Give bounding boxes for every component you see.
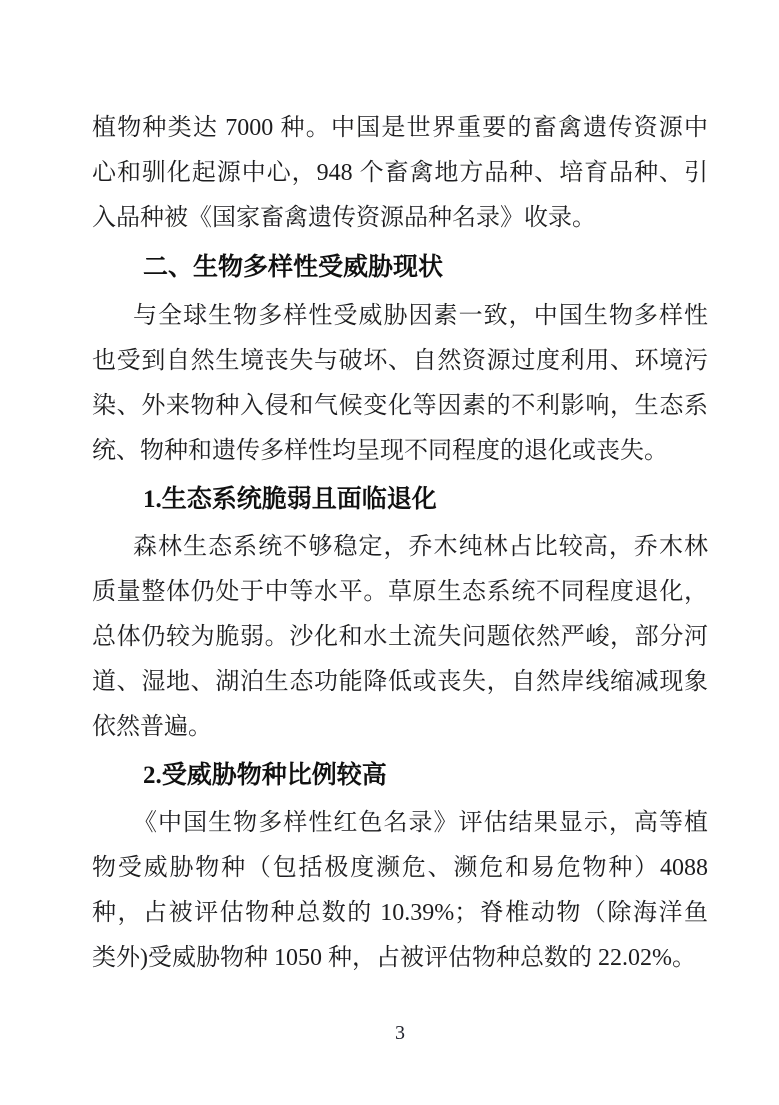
text-line: 依然普遍。 [92,714,212,740]
text-line: 统、物种和遗传多样性均呈现不同程度的退化或丧失。 [92,438,668,464]
text-line: 入品种被《国家畜禽遗传资源品种名录》收录。 [92,205,596,231]
section-heading-threat-status: 二、生物多样性受威胁现状 [143,253,444,281]
text-line: 类外)受威胁物种 1050 种，占被评估物种总数的 22.02%。 [92,945,696,971]
subsection-heading-ecosystem-fragile: 1.生态系统脆弱且面临退化 [143,486,437,513]
subsection-heading-threatened-species: 2.受威胁物种比例较高 [143,762,387,789]
page-number: 3 [395,1022,405,1044]
text-line: 种，占被评估物种总数的 10.39%；脊椎动物（除海洋鱼 [92,900,708,926]
text-line: 物受威胁物种（包括极度濒危、濒危和易危物种）4088 [92,855,708,881]
text-line: 森林生态系统不够稳定，乔木纯林占比较高，乔木林 [133,534,708,560]
text-line: 质量整体仍处于中等水平。草原生态系统不同程度退化， [92,579,708,605]
text-line: 与全球生物多样性受威胁因素一致，中国生物多样性 [133,303,708,329]
text-line: 《中国生物多样性红色名录》评估结果显示，高等植 [133,810,708,836]
text-line: 心和驯化起源中心，948 个畜禽地方品种、培育品种、引 [92,160,708,186]
document-content [92,106,708,981]
text-line: 也受到自然生境丧失与破坏、自然资源过度利用、环境污 [92,348,708,374]
text-line: 道、湿地、湖泊生态功能降低或丧失，自然岸线缩减现象 [92,669,708,695]
text-line: 染、外来物种入侵和气候变化等因素的不利影响，生态系 [92,393,708,419]
text-line: 植物种类达 7000 种。中国是世界重要的畜禽遗传资源中 [92,115,708,141]
text-line: 总体仍较为脆弱。沙化和水土流失问题依然严峻，部分河 [92,624,708,650]
